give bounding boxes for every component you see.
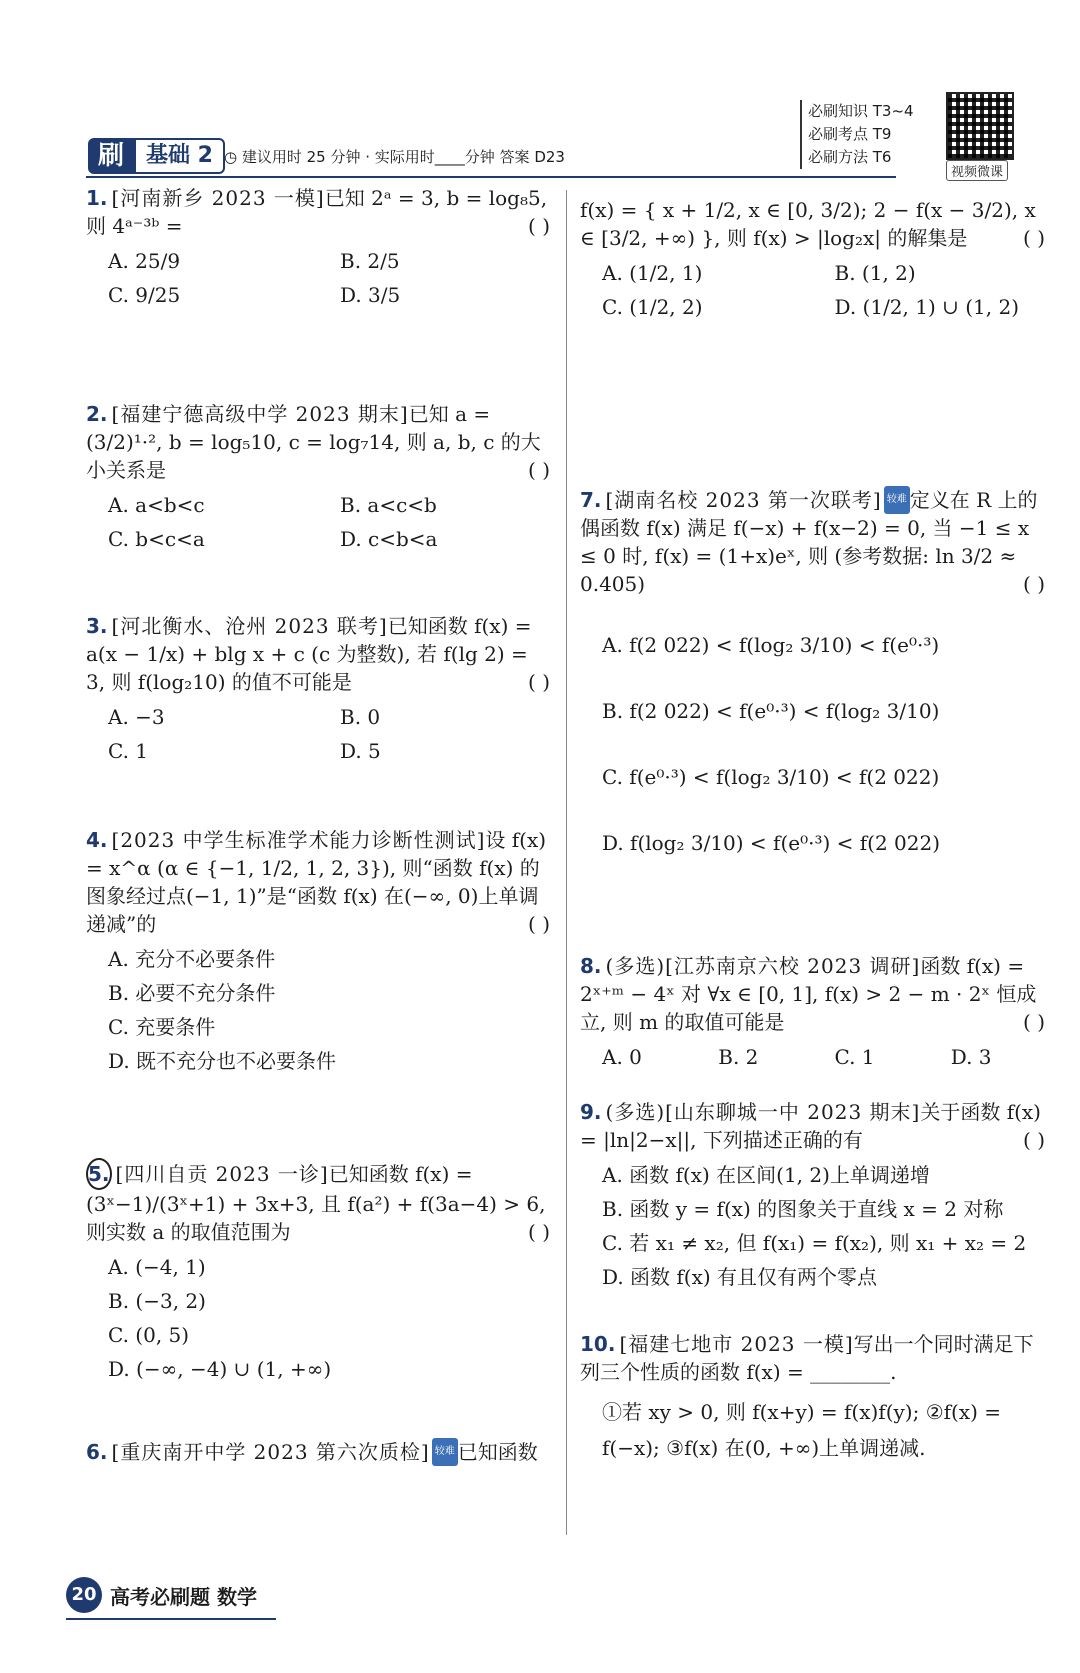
difficulty-tag: 较难 [884, 486, 910, 514]
option-d: D. f(log₂ 3/10) < f(e⁰·³) < f(2 022) [602, 831, 941, 855]
question-5: 5. [四川自贡 2023 一诊]已知函数 f(x) = (3ˣ−1)/(3ˣ+1) + 3x+3, 且 f(a²) + f(3a−4) > 6, 则实数 a 的取值范围为 ( ) A. (−4, 1) B. (−3, 2) C. (0, 5) D. (−∞, −4) ∪ (1, +∞) [86, 1158, 550, 1386]
question-6: 6. [重庆南开中学 2023 第六次质检] 较难 已知函数 [86, 1440, 538, 1464]
question-10: 10. [福建七地市 2023 一模]写出一个同时满足下列三个性质的函数 f(x) = ________. ①若 xy > 0, 则 f(x+y) = f(x)f(y); ②f(x) = f(−x); ③f(x) 在(0, +∞)上单调递减. [580, 1330, 1045, 1466]
option-a: A. (1/2, 1) [602, 261, 703, 285]
option-c: C. (1/2, 2) [602, 295, 703, 319]
option-d: D. 3/5 [340, 283, 401, 307]
option-b: B. a<c<b [340, 493, 437, 517]
option-a: A. 函数 f(x) 在区间(1, 2)上单调递增 [602, 1163, 930, 1187]
option-a: A. a<b<c [108, 493, 205, 517]
option-d: D. c<b<a [340, 527, 438, 551]
option-d: D. 5 [340, 739, 381, 763]
badge-title: 基础 2 [134, 138, 225, 174]
badge-shua: 刷 [88, 138, 134, 174]
question-7: 7. [湖南名校 2023 第一次联考] 较难 定义在 R 上的偶函数 f(x) 满足 f(−x) + f(x−2) = 0, 当 −1 ≤ x ≤ 0 时, f(x) = (1+x)eˣ, 则 (参考数据: ln 3/2 ≈ 0.405) ( ) A. f(2 022) < f(log₂ 3/10) < f(e⁰·³) B. f(2 022) < f(e⁰·³) < f(log₂ 3/10) C. f(e⁰·³) < f(log₂ 3/10) < f(2 022) D. f(log₂ 3/10) < f(e⁰·³) < f(2 022) [580, 486, 1045, 876]
question-4: 4. [2023 中学生标准学术能力诊断性测试]设 f(x) = x^α (α ∈ {−1, 1/2, 1, 2, 3}), 则“函数 f(x) 的图象经过点(−1, 1)”是“函数 f(x) 在(−∞, 0)上单调递减”的 ( ) A. 充分不必要条件 B. 必要不充分条件 C. 充要条件 D. 既不充分也不必要条件 [86, 826, 550, 1078]
time-info: ◷ 建议用时 25 分钟 · 实际用时____分钟 答案 D23 [224, 148, 565, 166]
question-1: 1. [河南新乡 2023 一模]已知 2ᵃ = 3, b = log₈5, 则 4ᵃ⁻³ᵇ = ( ) A. 25/9 B. 2/5 C. 9/25 D. 3/5 [86, 184, 550, 312]
question-6-continued: f(x) = { x + 1/2, x ∈ [0, 3/2); 2 − f(x − 3/2), x ∈ [3/2, +∞) }, 则 f(x) > |log₂x| 的解集是 ( ) A. (1/2, 1) B. (1, 2) C. (1/2, 2) D. (1/2, 1) ∪ (1, 2) [580, 196, 1045, 324]
link-method[interactable]: 必刷方法 T6 [808, 148, 892, 166]
qr-label: 视频微课 [946, 160, 1008, 181]
book-title: 高考必刷题 数学 [110, 1584, 257, 1609]
footer-rule [66, 1618, 276, 1620]
option-c: C. 1 [108, 739, 149, 763]
option-a: A. (−4, 1) [108, 1255, 206, 1279]
link-exam-point[interactable]: 必刷考点 T9 [808, 125, 892, 143]
option-c: C. f(e⁰·³) < f(log₂ 3/10) < f(2 022) [602, 765, 940, 789]
option-a: A. 25/9 [108, 249, 181, 273]
question-2: 2. [福建宁德高级中学 2023 期末]已知 a = (3/2)¹·², b = log₅10, c = log₇14, 则 a, b, c 的大小关系是 ( ) A. a<b<c B. a<c<b C. b<c<a D. c<b<a [86, 400, 550, 556]
option-b: B. 必要不充分条件 [108, 981, 276, 1005]
qr-code-icon[interactable] [946, 92, 1014, 160]
clock-icon: ◷ [224, 148, 242, 166]
option-c: C. 若 x₁ ≠ x₂, 但 f(x₁) = f(x₂), 则 x₁ + x₂ = 2 [602, 1231, 1027, 1255]
option-b: B. 0 [340, 705, 381, 729]
page-number: 20 [66, 1577, 102, 1613]
section-badge [88, 138, 225, 174]
option-c: C. 充要条件 [108, 1015, 216, 1039]
difficulty-tag: 较难 [432, 1438, 458, 1466]
option-a: A. f(2 022) < f(log₂ 3/10) < f(e⁰·³) [602, 633, 940, 657]
option-d: D. (−∞, −4) ∪ (1, +∞) [108, 1357, 332, 1381]
question-8: 8. (多选)[江苏南京六校 2023 调研]函数 f(x) = 2ˣ⁺ᵐ − 4ˣ 对 ∀x ∈ [0, 1], f(x) > 2 − m · 2ˣ 恒成立, 则 m 的取值可能是 ( ) A. 0 B. 2 C. 1 D. 3 [580, 952, 1045, 1074]
option-b: B. (−3, 2) [108, 1289, 206, 1313]
option-b: B. (1, 2) [834, 261, 916, 285]
option-c: C. 1 [834, 1045, 875, 1069]
option-b: B. 函数 y = f(x) 的图象关于直线 x = 2 对称 [602, 1197, 1004, 1221]
option-a: A. 充分不必要条件 [108, 947, 276, 971]
option-d: D. 函数 f(x) 有且仅有两个零点 [602, 1265, 878, 1289]
option-c: C. b<c<a [108, 527, 205, 551]
header-rule [86, 176, 896, 178]
question-10-conditions: ①若 xy > 0, 则 f(x+y) = f(x)f(y); ②f(x) = f(−x); ③f(x) 在(0, +∞)上单调递减. [602, 1400, 1002, 1460]
option-d: D. 3 [950, 1045, 992, 1069]
option-a: A. 0 [602, 1045, 642, 1069]
option-d: D. 既不充分也不必要条件 [108, 1049, 337, 1073]
link-knowledge[interactable]: 必刷知识 T3~4 [808, 102, 914, 120]
option-b: B. f(2 022) < f(e⁰·³) < f(log₂ 3/10) [602, 699, 940, 723]
option-a: A. −3 [108, 705, 165, 729]
column-divider [566, 190, 567, 1535]
footer [66, 1577, 257, 1613]
option-c: C. (0, 5) [108, 1323, 190, 1347]
option-b: B. 2 [718, 1045, 759, 1069]
option-b: B. 2/5 [340, 249, 400, 273]
side-links [800, 100, 914, 169]
option-d: D. (1/2, 1) ∪ (1, 2) [834, 295, 1020, 319]
question-3: 3. [河北衡水、沧州 2023 联考]已知函数 f(x) = a(x − 1/x) + blg x + c (c 为整数), 若 f(lg 2) = 3, 则 f(log₂10) 的值不可能是 ( ) A. −3 B. 0 C. 1 D. 5 [86, 612, 550, 768]
question-9: 9. (多选)[山东聊城一中 2023 期末]关于函数 f(x) = |ln|2−x||, 下列描述正确的有 ( ) A. 函数 f(x) 在区间(1, 2)上单调递增 B. 函数 y = f(x) 的图象关于直线 x = 2 对称 C. 若 x₁ ≠ x₂, 但 f(x₁) = f(x₂), 则 x₁ + x₂ = 2 D. 函数 f(x) 有且仅有两个零点 [580, 1098, 1045, 1294]
option-c: C. 9/25 [108, 283, 181, 307]
